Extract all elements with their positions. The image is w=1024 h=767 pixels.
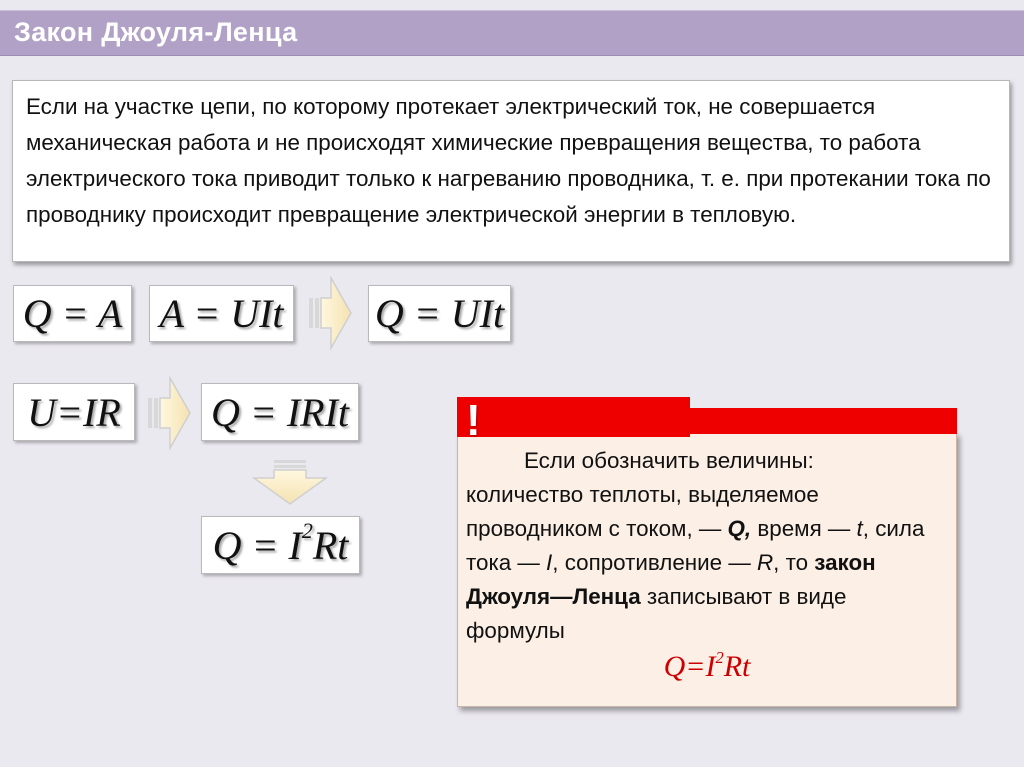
intro-text-box — [12, 80, 1010, 262]
intro-text: Если на участке цепи, по которому протекает электрический ток, не совершается механическая работа и не происходят химические превращения вещества, то работа электрического тока приводит только к нагреванию проводника, т. е. при протекании тока по проводнику происходит превращение электрической энергии в тепловую. — [26, 94, 991, 227]
formula-q-eq-irit-text: Q = IRIt — [210, 389, 350, 435]
formula-q-eq-a-text: Q = A — [22, 291, 123, 336]
arrow-right-icon — [146, 372, 192, 452]
formula-q-eq-uit — [368, 285, 511, 342]
arrow-down-icon — [250, 458, 330, 506]
exclamation-icon: ! — [466, 396, 481, 445]
formula-q-eq-i2rt — [201, 516, 360, 574]
formula-q-eq-irit — [201, 383, 359, 441]
note-formula: $Q=I^2Rt$ — [663, 648, 751, 683]
note-line-1: Если обозначить величины: — [524, 448, 814, 473]
formula-q-eq-a — [13, 285, 132, 342]
formula-u-eq-ir-text: U=IR — [27, 389, 121, 435]
note-body: количество теплоты, выделяемое проводником с током, — Q, время — t, сила тока — I, сопротивление — R, то закон Джоуля—Ленца записывают в виде формулы — [466, 482, 925, 643]
formula-q-eq-i2rt-text: $Q = I^2Rt$ — [212, 518, 349, 568]
title-bar — [0, 10, 1024, 56]
formula-q-eq-uit-text: Q = UIt — [374, 291, 505, 336]
law-name: закон Джоуля—Ленца — [466, 550, 876, 609]
formula-a-eq-uit-text: A = UIt — [159, 291, 284, 336]
note-header-tab — [457, 397, 690, 437]
slide-title: Закон Джоуля-Ленца — [14, 17, 298, 47]
formula-a-eq-uit — [149, 285, 294, 342]
arrow-right-icon — [307, 272, 353, 352]
note-text — [466, 444, 946, 648]
formula-u-eq-ir — [13, 383, 135, 441]
